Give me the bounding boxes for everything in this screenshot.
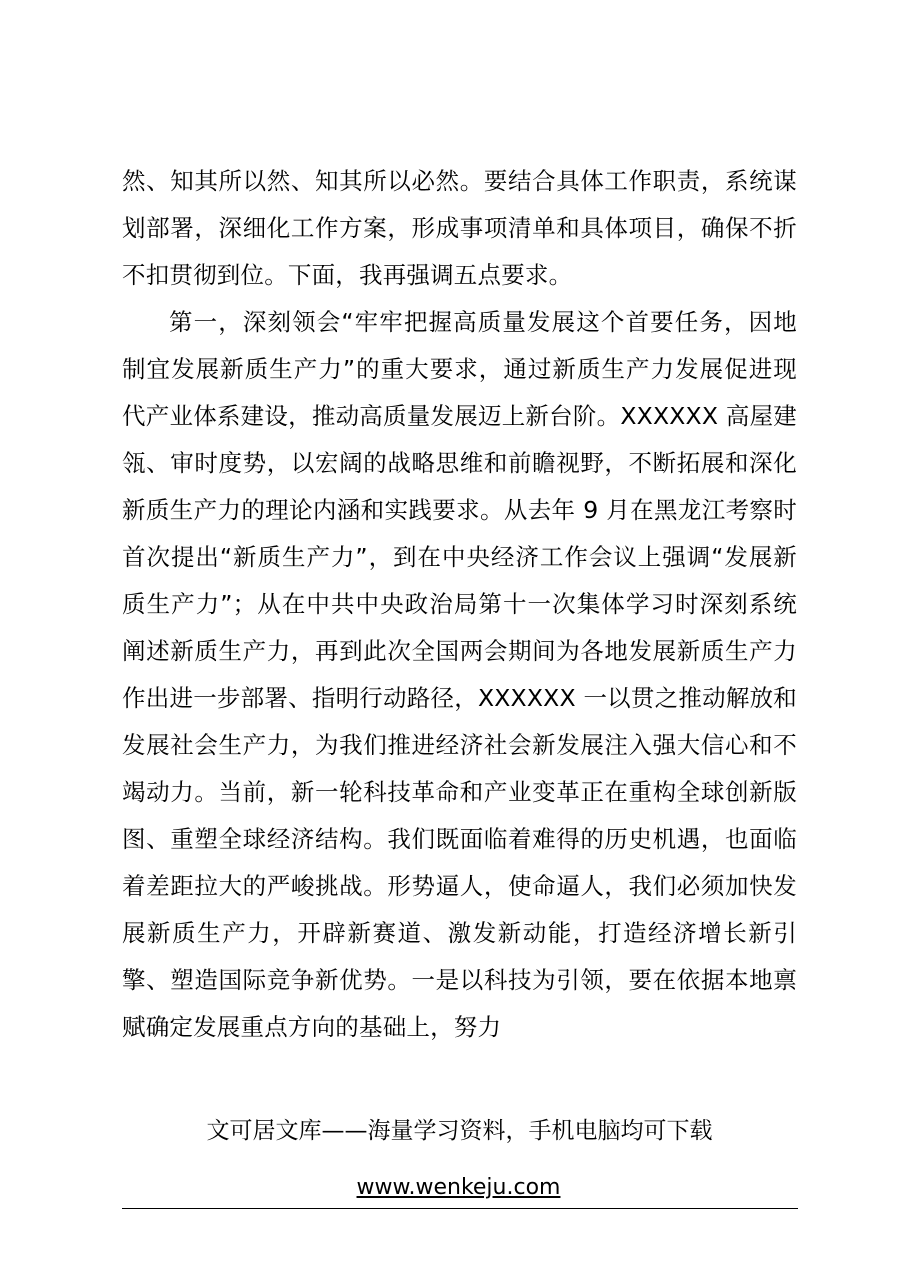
paragraph-continuation: 然、知其所以然、知其所以必然。要结合具体工作职责，系统谋划部署，深细化工作方案，形成事项清单和具体项目，确保不折不扣贯彻到位。下面，我再强调五点要求。 xyxy=(122,167,797,289)
document-body xyxy=(122,158,797,1051)
footer-divider xyxy=(122,1208,798,1209)
footer-slogan: 文可居文库——海量学习资料，手机电脑均可下载 xyxy=(206,1118,713,1144)
footer-url-link[interactable]: www.wenkeju.com xyxy=(356,1175,561,1200)
paragraph-first-requirement: 第一，深刻领会“牢牢把握高质量发展这个首要任务，因地制宜发展新质生产力”的重大要求，通过新质生产力发展促进现代产业体系建设，推动高质量发展迈上新台阶。XXXXXX 高屋建瓴、审时度势，以宏阔的战略思维和前瞻视野，不断拓展和深化新质生产力的理论内涵和实践要求。从去年 9 月在黑龙江考察时首次提出“新质生产力”，到在中央经济工作会议上强调“发展新质生产力”；从在中共中央政治局第十一次集体学习时深刻系统阐述新质生产力，再到此次全国两会期间为各地发展新质生产力作出进一步部署、指明行动路径，XXXXXX 一以贯之推动解放和发展社会生产力，为我们推进经济社会新发展注入强大信心和不竭动力。当前，新一轮科技革命和产业变革正在重构全球创新版图、重塑全球经济结构。我们既面临着难得的历史机遇，也面临着差距拉大的严峻挑战。形势逼人，使命逼人，我们必须加快发展新质生产力，开辟新赛道、激发新动能，打造经济增长新引擎、塑造国际竞争新优势。一是以科技为引领，要在依据本地禀赋确定发展重点方向的基础上，努力 xyxy=(122,308,797,1041)
